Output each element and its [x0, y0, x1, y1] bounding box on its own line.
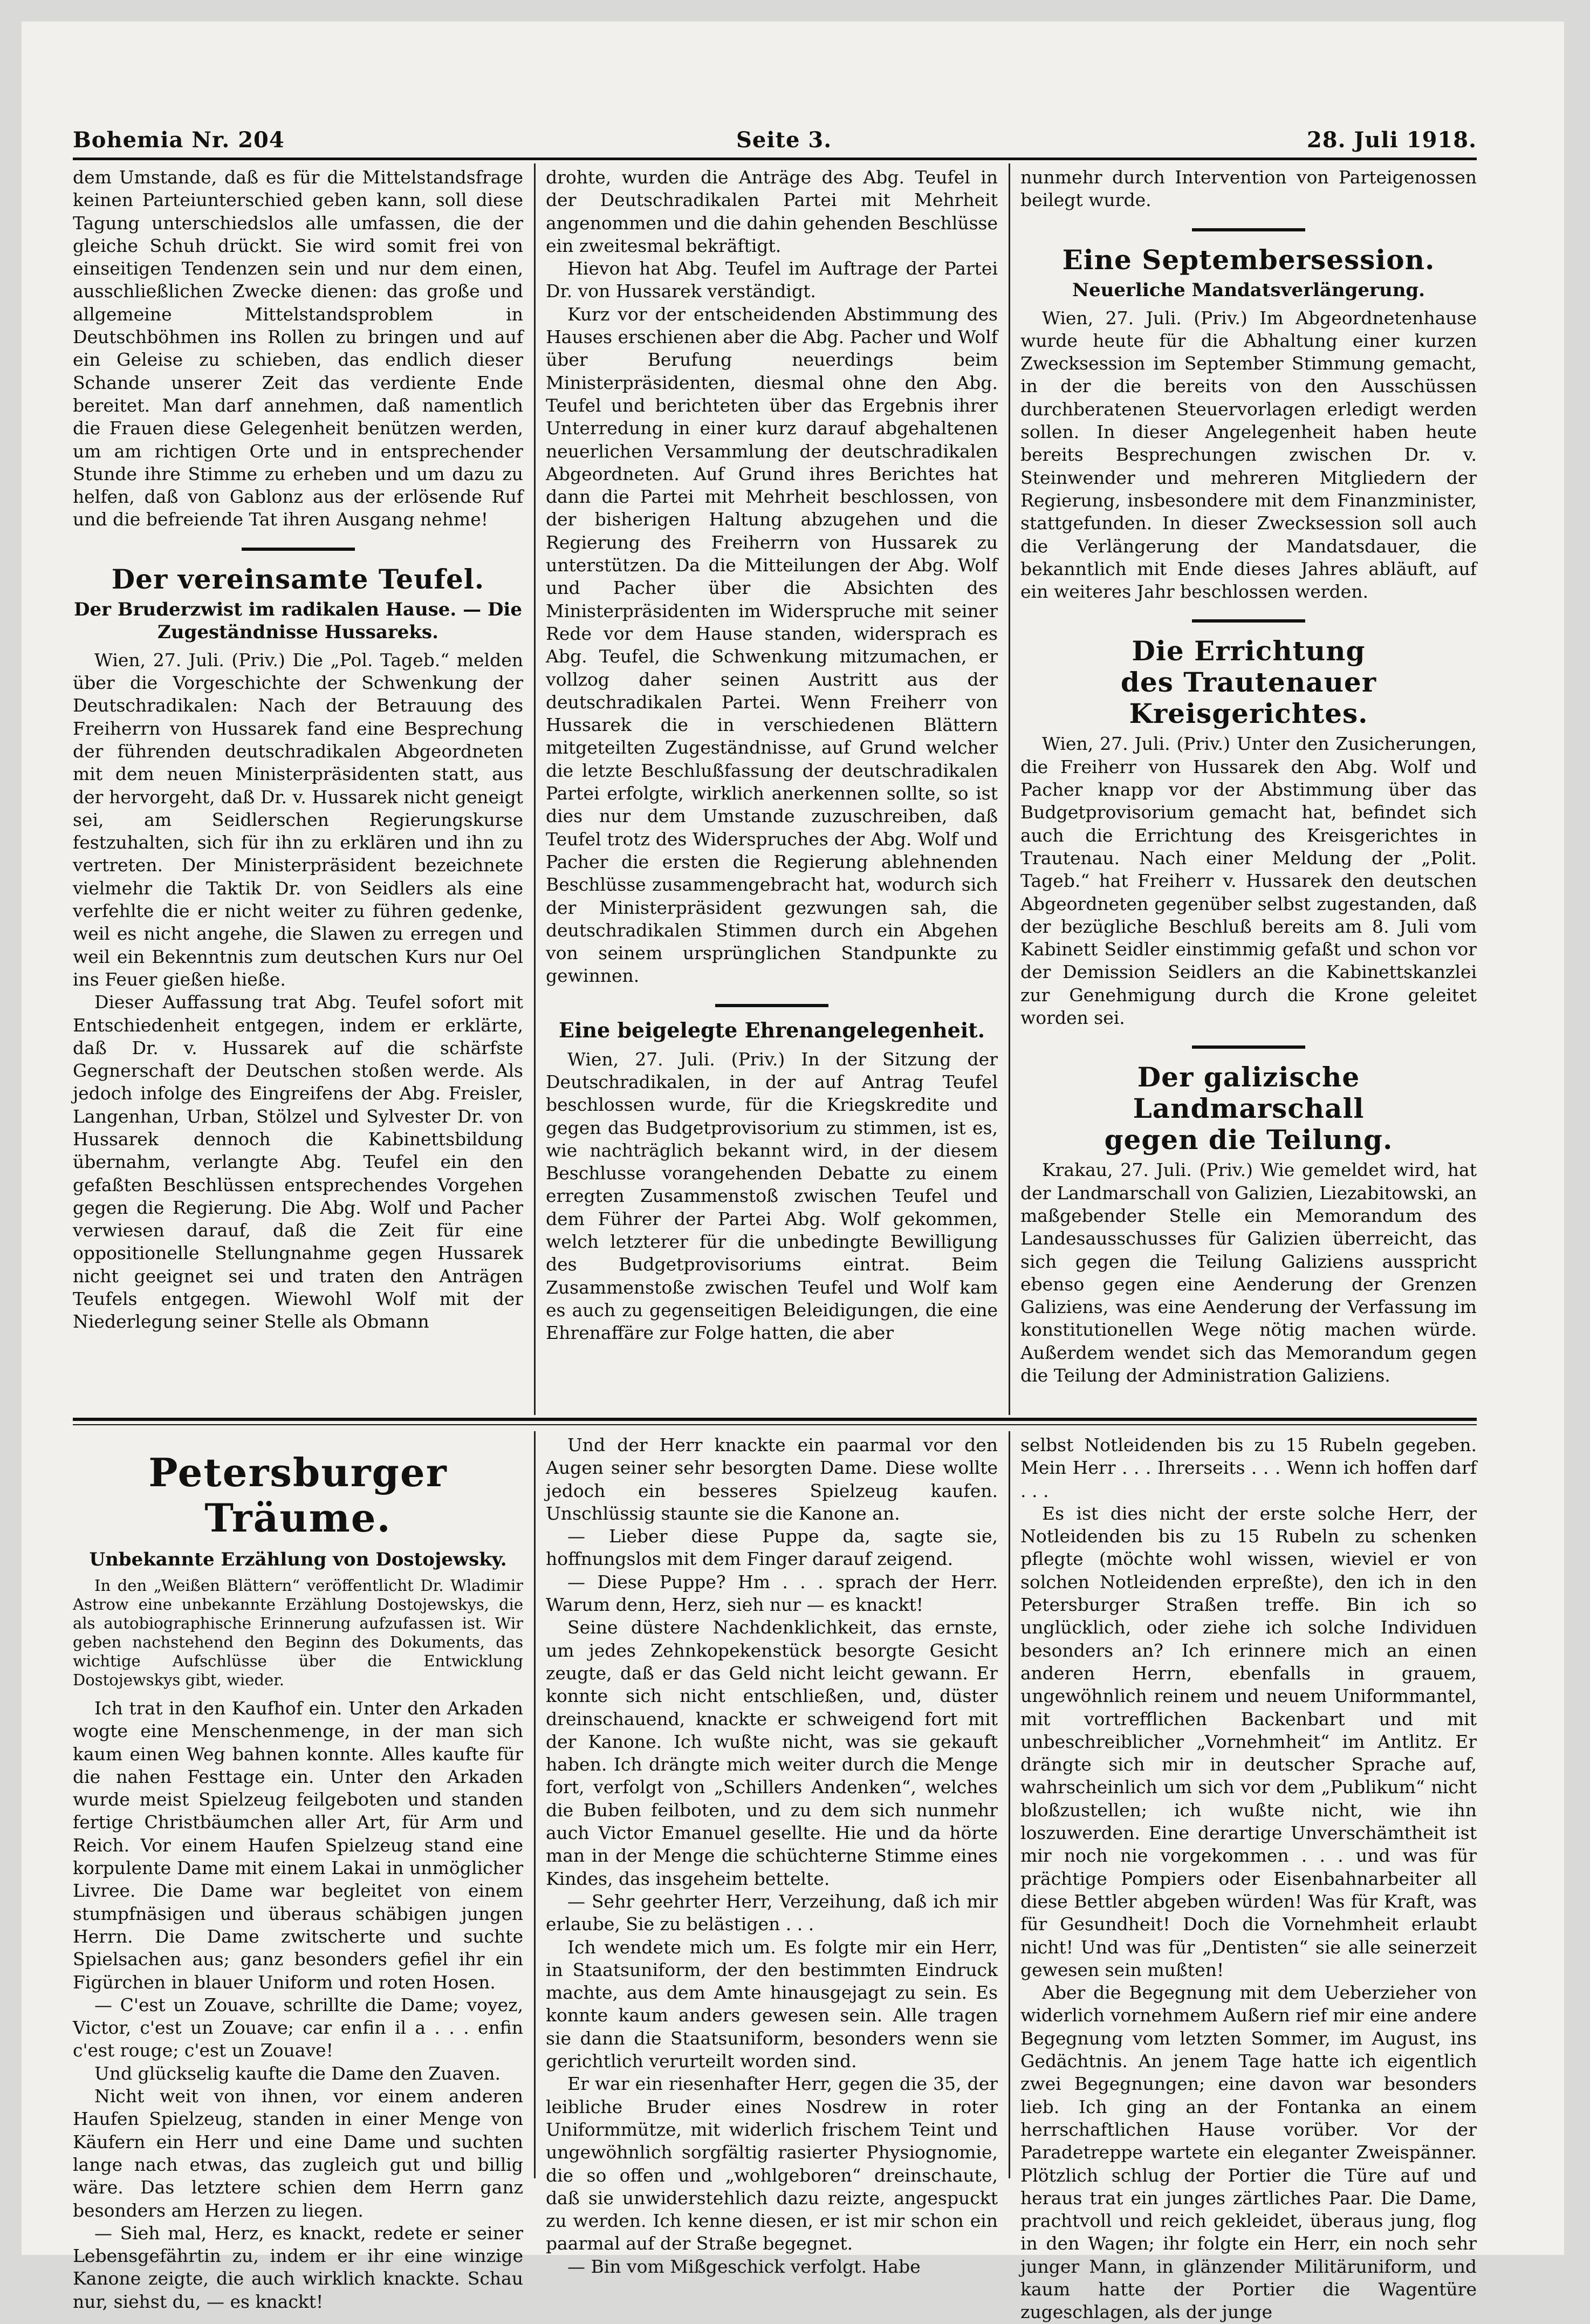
story-text: Seine düstere Nachdenklichkeit, das ernste, um jedes Zehnkopekenstück besorgte Gesicht zeugte, daß er das Geld nicht leicht gewann. Er konnte sich nicht entschließen, und, düster dreinschauend, knackte er schweigend fort mit der Kanone. Ich wußte nicht, was sie gekauft haben. Ich drängte mich weiter durch die Menge fort, verfolgt von „Schillers Andenken“, welches die Buben feilboten, und zu dem sich nunmehr auch Victor Emanuel gesellte. Hie und da hörte man in der Menge die schüchterne Stimme eines Kindes, das insgeheim bettelte. [546, 1617, 998, 1889]
article-headline: gegen die Teilung. [1104, 1124, 1393, 1156]
story-text: Es ist dies nicht der erste solche Herr, der Notleidenden bis zu 15 Rubeln zu schenken pflegte (möchte wohl wissen, wieviel er von solchen Notleidenden erpreßte), den ich in den Petersburger Straßen treffe. Bin ich so unglücklich, oder ziehe ich solche Individuen besonders an? Ich erinnere mich an einen anderen Herrn, ebenfalls in grauem, ungewöhnlich reinem und neuem Uniformmantel, mit vortrefflichen Backenbart und mit unbeschreiblicher „Vornehmheit“ im Antlitz. Er drängte sich mir in deutscher Sprache auf, wahrscheinlich um sich vor dem „Publikum“ nicht bloßzustellen; ich wußte nicht, wie ihn loszuwerden. Eine derartige Unverschämtheit ist mir noch nie vorgekommen . . . und was für prächtige Pompiers oder Eisenbahnarbeiter all diese Bettler abgeben würden! Was für Kraft, was für Gesundheit! Doch die Vornehmheit erlaubt nicht! Und was für „Dentisten“ sie alle seinerzeit gewesen sein mußten! [1020, 1502, 1477, 1980]
article-text: Wien, 27. Juli. (Priv.) In der Sitzung der Deutschradikalen, in der auf Antrag Teufel beschlossen wurde, für die Kriegskredite und gegen das Budgetprovisorium zu stimmen, ist es, wie nachträglich bekannt wird, in der diesem Beschlusse vorangehenden Debatte zu einem erregten Zusammenstoß zwischen Teufel und dem Führer der Partei Abg. Wolf gekommen, welch letzterer für die unbedingte Bewilligung des Budgetprovisoriums eintrat. Beim Zusammenstoße zwischen Teufel und Wolf kam es auch zu gegenseitigen Beleidigungen, die eine Ehrenaffäre zur Folge hatten, die aber [546, 1048, 998, 1344]
article-text: nunmehr durch Intervention von Parteigenossen beilegt wurde. [1020, 167, 1477, 211]
story-text: Ich wendete mich um. Es folgte mir ein Herr, in Staatsuniform, der den bestimmten Eindruck machte, aus dem Amte hinausgejagt zu sein. Es konnte kaum anders gewesen sein. Alle tragen sie dann die Staatsuniform, besonders wenn sie gerichtlich verurteilt worden sind. [546, 1936, 998, 2072]
column-rule-4 [1009, 1431, 1010, 2178]
article-headline: Eine beigelegte Ehrenangelegenheit. [559, 1017, 985, 1042]
article-text: Kurz vor der entscheidenden Abstimmung des Hauses erschienen aber die Abg. Pacher und Wolf über Berufung neuerdings beim Ministerpräsidenten, diesmal ohne den Abg. Teufel und berichteten über das Ergebnis ihrer Unterredung in einer kurz darauf abgehaltenen neuerlichen Versammlung der deutschradikalen Abgeordneten. Auf Grund ihres Berichtes hat dann die Partei mit Mehrheit beschlossen, von der bisherigen Haltung abzugehen und die Regierung des Freiherrn von Hussarek zu unterstützen. Da die Mitteilungen der Abg. Wolf und Pacher über die Absichten des Ministerpräsidenten im Widerspruche mit seiner Rede vor dem Hause standen, widersprach es Abg. Teufel, die Schwenkung mitzumachen, er vollzog daher seinen Austritt aus der deutschradikalen Partei. Wenn Freiherr von Hussarek die in verschiedenen Blättern mitgeteilten Zugeständnisse, auf Grund welcher die letzte Beschlußfassung der deutschradikalen Partei erfolgte, wirklich anerkennen sollte, so ist dies nur dem Umstande zuzuschreiben, daß Teufel trotz des Widerspruches der Abg. Wolf und Pacher die ersten die Regierung ablehnenden Beschlüsse zusammengebracht hat, wodurch sich der Ministerpräsident gezwungen sah, die deutschradikalen Stimmen durch ein Abgehen von seinem ursprünglichen Standpunkte zu gewinnen. [546, 303, 998, 987]
article-text: Wien, 27. Juli. (Priv.) Die „Pol. Tageb.“ melden über die Vorgeschichte der Schwenkung der Deutschradikalen: Nach der Betrauung des Freiherrn von Hussarek fand eine Besprechung der führenden deutschradikalen Abgeordneten mit dem neuen Ministerpräsidenten statt, aus der hervorgeht, daß Dr. v. Hussarek nicht geneigt sei, am Seidlerschen Regierungskurse festzuhalten, sich für ihn zu erklären und ihn zu vertreten. Der Ministerpräsident bezeichnete vielmehr die Taktik Dr. von Seidlers als eine verfehlte die er nicht weiter zu führen gedenke, weil es nicht angehe, die Slawen zu erregen und weil ein Bekenntnis zum deutschen Kurs nur Oel ins Feuer gießen hieße. [73, 649, 523, 990]
feuilleton-column-1 [73, 1434, 523, 2312]
story-text: Und glückselig kaufte die Dame den Zuaven. [94, 2062, 501, 2084]
story-text: Ich trat in den Kaufhof ein. Unter den Arkaden wogte eine Menschenmenge, in der man sich kaum einen Weg bahnen konnte. Alles kaufte für die nahen Festtage ein. Unter den Arkaden wurde meist Spielzeug feilgeboten und standen fertige Christbäumchen aller Art, für Arm und Reich. Vor einem Haufen Spielzeug stand eine korpulente Dame mit einem Lakai in unmöglicher Livree. Die Dame war begleitet von einem stumpfnäsigen und überaus schäbigen jungen Herrn. Die Dame zwitscherte und suchte Spielsachen aus; ganz besonders gefiel ihr ein Figürchen in blauer Uniform und roten Hosen. [73, 1698, 523, 1993]
story-text: — Diese Puppe? Hm . . . sprach der Herr. Warum denn, Herz, sieh nur — es knackt! [546, 1571, 998, 1616]
feuilleton-rule [73, 1418, 1477, 1421]
feuilleton-column-2 [546, 1434, 998, 2277]
feuilleton-intro: In den „Weißen Blättern“ veröffentlicht Dr. Wladimir Astrow eine unbekannte Erzählung Dostojewskys, die als autobiographische Erinnerung aufzufassen ist. Wir geben nachstehend den Beginn des Dokuments, das wichtige Aufschlüsse über die Entwicklung Dostojewskys gibt, wieder. [73, 1576, 523, 1689]
newspaper-sheet [22, 22, 1564, 2323]
feuilleton-subtitle: Unbekannte Erzählung von Dostojewsky. [89, 1549, 507, 1570]
story-text: — Sieh mal, Herz, es knackt, redete er seiner Lebensgefährtin zu, indem er ihr eine winzige Kanone zeigte, die auch wirklich knackte. Schau nur, siehst du, — es knackt! [73, 2222, 523, 2312]
story-text: — Sehr geehrter Herr, Verzeihung, daß ich mir erlaube, Sie zu belästigen . . . [546, 1890, 998, 1935]
article-headline: Der vereinsamte Teufel. [111, 563, 485, 595]
column-rule-3 [534, 1431, 536, 2178]
story-text: Nicht weit von ihnen, vor einem anderen Haufen Spielzeug, standen in einer Menge von Käufern ein Herr und eine Dame und suchten lange nach etwas, das zugleich gut und billig wäre. Das letztere schien dem Herrn ganz besonders am Herzen zu liegen. [73, 2086, 523, 2221]
article-text: Hievon hat Abg. Teufel im Auftrage der Partei Dr. von Hussarek verständigt. [546, 258, 998, 302]
newspaper-page [73, 123, 1477, 2323]
article-separator [715, 1004, 828, 1007]
article-text: Wien, 27. Juli. (Priv.) Unter den Zusicherungen, die Freiherr von Hussarek den Abg. Wolf und Pacher knapp vor der Abstimmung über das Budgetprovisorium gemacht hat, befindet sich auch die Errichtung des Kreisgerichtes in Trautenau. Nach einer Meldung der „Polit. Tageb.“ hat Freiherr v. Hussarek den deutschen Abgeordneten gegenüber selbst zugestanden, daß der bezügliche Beschluß bereits am 8. Juli vom Kabinett Seidler einstimmig gefaßt und schon vor der Demission Seidlers an die Kabinettskanzlei zur Genehmigung durch die Krone geleitet worden sei. [1020, 733, 1477, 1029]
article-separator [242, 548, 355, 551]
article-headline: Der galizische Landmarschall [1133, 1061, 1365, 1125]
header-issue: Bohemia Nr. 204 [73, 127, 285, 153]
story-text: Aber die Begegnung mit dem Ueberzieher von widerlich vornehmem Außern rief mir eine andere Begegnung vom letzten Sommer, im August, ins Gedächtnis. An jenem Tage hatte ich eigentlich zwei Begegnungen; eine davon war besonders lieb. Ich ging an der Fontanka an einem herrschaftlichen Hause vorüber. Vor der Paradetreppe wartete ein eleganter Zweispänner. Plötzlich schlug der Portier die Türe auf und heraus trat ein junges zärtliches Paar. Die Dame, prachtvoll und reich gekleidet, überaus jung, flog in den Wagen; ihr folgte ein Herr, ein noch sehr junger Mann, in glänzender Militäruniform, und kaum hatte der Portier die Wagentüre zugeschlagen, als der junge [1020, 1982, 1477, 2323]
article-separator [1192, 619, 1305, 623]
article-text: Krakau, 27. Juli. (Priv.) Wie gemeldet wird, hat der Landmarschall von Galizien, Liezabitowski, an maßgebender Stelle ein Memorandum des Landesausschusses für Galizien überreicht, das sich gegen die Teilung Galiziens ausspricht ebenso gegen eine Aenderung der Grenzen Galiziens, was eine Aenderung der Verfassung im konstitutionellen Wege nötig machen würde. Außerdem wendet sich das Memorandum gegen die Teilung der Administration Galiziens. [1020, 1159, 1477, 1386]
header-page-number: Seite 3. [736, 127, 832, 153]
article-separator [1192, 1045, 1305, 1049]
column-rule-2 [1009, 163, 1010, 1415]
story-text: — Lieber diese Puppe da, sagte sie, hoffnungslos mit dem Finger darauf zeigend. [546, 1526, 998, 1570]
page-header [73, 123, 1477, 156]
article-text: drohte, wurden die Anträge des Abg. Teufel in der Deutschradikalen Partei mit Mehrheit angenommen und die dahin gehenden Beschlüsse ein zweitesmal bekräftigt. [546, 167, 998, 256]
column-3 [1020, 166, 1477, 1415]
column-rule-1 [534, 163, 536, 1415]
article-separator [1192, 228, 1305, 231]
header-date: 28. Juli 1918. [1306, 127, 1477, 153]
story-text: — Bin vom Mißgeschick verfolgt. Habe [567, 2255, 921, 2277]
story-text: — C'est un Zouave, schrillte die Dame; voyez, Victor, c'est un Zouave; car enfin il a . . . enfin c'est rouge; c'est un Zouave! [73, 1994, 523, 2061]
header-rule [73, 158, 1477, 160]
article-headline: Die Errichtung [1132, 635, 1366, 667]
story-text: selbst Notleidenden bis zu 15 Rubeln gegeben. Mein Herr . . . Ihrerseits . . . Wenn ich hoffen darf . . . [1020, 1434, 1477, 1501]
article-subheadline: Der Bruderzwist im radikalen Hause. — Die Zugeständnisse Hussareks. [74, 598, 522, 643]
feuilleton-rule-thin [73, 1424, 1477, 1425]
feuilleton-title: Petersburger Träume. [148, 1450, 448, 1541]
column-1 [73, 166, 523, 1415]
article-headline: Eine Septembersession. [1062, 243, 1435, 276]
story-text: Er war ein riesenhafter Herr, gegen die 35, der leibliche Bruder eines Nosdrew in roter Uniformmütze, mit widerlich frischem Teint und ungewöhnlich sorgfältig rasierter Physiognomie, die so offen und „wohlgeboren“ dreinschaute, daß sie unwiderstehlich dazu reizte, angespuckt zu werden. Ich kenne diesen, er ist mir schon ein paarmal auf der Straße begegnet. [546, 2073, 998, 2254]
article-headline: des Trautenauer Kreisgerichtes. [1120, 666, 1377, 730]
article-text: Dieser Auffassung trat Abg. Teufel sofort mit Entschiedenheit entgegen, indem er erklärte, daß Dr. v. Hussarek auf die schärfste Gegnerschaft der Deutschen stoßen werde. Als jedoch infolge des Eingreifens der Abg. Freisler, Langenhan, Urban, Stölzel und Sylvester Dr. von Hussarek dennoch die Kabinettsbildung übernahm, verlangte Abg. Teufel ein den gefaßten Beschlüssen entsprechendes Vorgehen gegen die Regierung. Die Abg. Wolf und Pacher verwiesen darauf, daß die Zeit für eine oppositionelle Stellungnahme gegen Hussarek nicht geeignet sei und traten den Anträgen Teufels entgegen. Wiewohl Wolf mit der Niederlegung seiner Stelle als Obmann [73, 992, 523, 1332]
article-subheadline: Neuerliche Mandatsverlängerung. [1072, 279, 1425, 301]
article-text: dem Umstande, daß es für die Mittelstandsfrage keinen Parteiunterschied geben kann, soll diese Tagung unterschiedslos alle umfassen, die der gleiche Schuh drückt. Sie wird somit frei von einseitigen Tendenzen sein und nur dem einen, ausschließlichen Zwecke dienen: das große und allgemeine Mittelstandsproblem in Deutschböhmen ins Rollen zu bringen und auf ein Geleise zu schieben, das endlich dieser Schande unserer Zeit das verdiente Ende bereitet. Man darf annehmen, daß namentlich die Frauen diese Gelegenheit benützen werden, um am richtigen Orte und in entsprechender Stunde ihre Stimme zu erheben und um dazu zu helfen, daß von Gablonz aus der erlösende Ruf und die befreiende Tat ihren Ausgang nehme! [73, 167, 523, 530]
column-2 [546, 166, 998, 1415]
feuilleton-column-3 [1020, 1434, 1477, 2323]
story-text: Und der Herr knackte ein paarmal vor den Augen seiner sehr besorgten Dame. Diese wollte jedoch ein besseres Spielzeug kaufen. Unschlüssig staunte sie die Kanone an. [546, 1434, 998, 1524]
article-text: Wien, 27. Juli. (Priv.) Im Abgeordnetenhause wurde heute für die Abhaltung einer kurzen Zwecksession im September Stimmung gemacht, in der die bereits von den Ausschüssen durchberatenen Steuervorlagen erledigt werden sollen. In dieser Angelegenheit haben heute bereits Besprechungen zwischen Dr. v. Steinwender und mehreren Mitgliedern der Regierung, insbesondere mit dem Finanzminister, stattgefunden. In dieser Zwecksession soll auch die Verlängerung der Mandatsdauer, die bekanntlich mit Ende dieses Jahres abläuft, auf ein weiteres Jahr beschlossen werden. [1020, 307, 1477, 603]
